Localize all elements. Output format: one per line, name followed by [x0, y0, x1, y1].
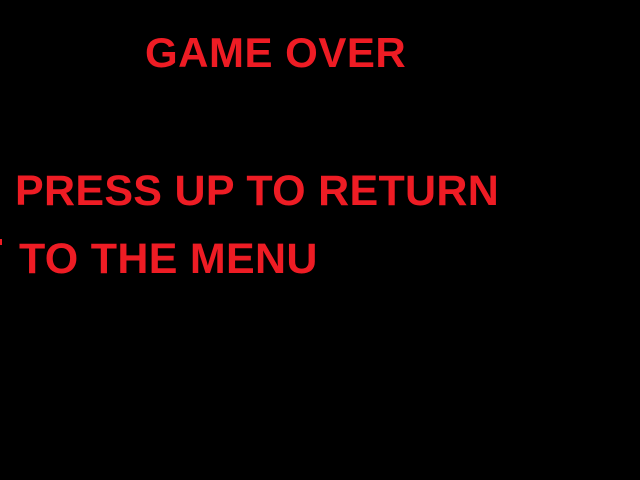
text-artifact-mark — [0, 239, 2, 245]
game-over-title: GAME OVER — [145, 29, 407, 76]
return-prompt-line-2: TO THE MENU — [19, 235, 318, 283]
return-prompt-line-1: PRESS UP TO RETURN — [15, 167, 500, 215]
